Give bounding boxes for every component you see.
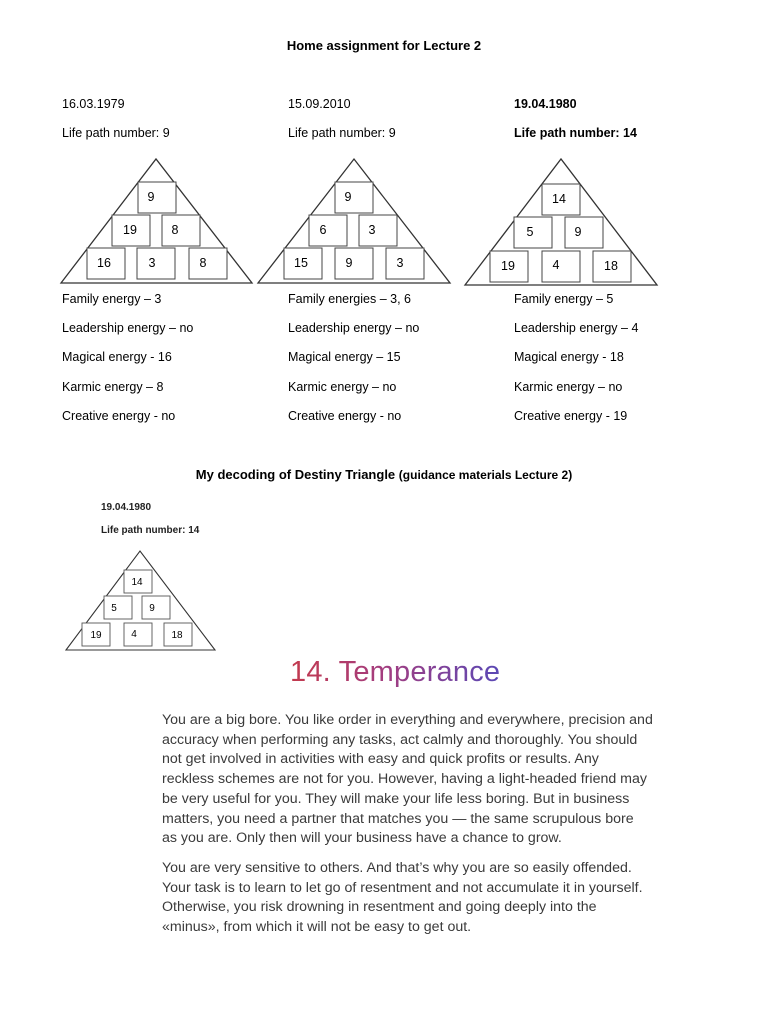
- text-line: Your task is to learn to let go of resentment and not accumulate it in yourself.: [162, 879, 643, 896]
- triangle-cell-bottom-left: 19: [501, 259, 515, 273]
- triangle-cell-bottom-center: 4: [552, 258, 560, 272]
- text-line: You are a big bore. You like order in everything and everywhere, precision and: [162, 712, 653, 728]
- card-paragraph-1: [162, 711, 662, 849]
- triangle-cell-middle-right: 3: [368, 223, 376, 237]
- birth-date: 15.09.2010: [288, 97, 351, 111]
- triangle-cell-middle-left: 19: [123, 223, 137, 237]
- triangle-cell-bottom-right: 18: [604, 259, 618, 273]
- triangle-cell-top: 9: [147, 190, 155, 204]
- energy-creative: Creative energy - 19: [514, 409, 628, 423]
- triangle-cell-middle-right: 8: [171, 223, 179, 237]
- destiny-triangle-3: [465, 159, 657, 285]
- text-line: accuracy when performing any tasks, act calmly and thoroughly. You should: [162, 731, 638, 748]
- page-title: Home assignment for Lecture 2: [286, 38, 482, 53]
- triangle-cell-middle-left: 5: [526, 225, 534, 239]
- card-title-text: 14. Temperance: [290, 656, 501, 688]
- energy-family: Family energy – 5: [514, 292, 614, 306]
- text-line: not get involved in activities with easy and quick profits or results. Any: [162, 751, 599, 768]
- triangle-cell-bottom-left: 15: [294, 256, 308, 270]
- decoding-life-path: Life path number: 14: [101, 525, 200, 536]
- birth-date: 16.03.1979: [62, 97, 125, 111]
- energy-creative: Creative energy - no: [288, 409, 402, 423]
- energy-magical: Magical energy – 15: [288, 350, 401, 364]
- triangle-cell-bottom-center: 9: [345, 256, 353, 270]
- triangle-cell-middle-right: 9: [149, 603, 155, 614]
- destiny-triangle-2: [258, 159, 450, 283]
- triangle-cell-bottom-left: 16: [97, 256, 111, 270]
- triangle-cell-middle-left: 6: [319, 223, 327, 237]
- triangle-cell-bottom-right: 3: [396, 256, 404, 270]
- triangle-cell-bottom-center: 3: [148, 256, 156, 270]
- energy-family: Family energies – 3, 6: [288, 292, 411, 306]
- text-line: Otherwise, you risk drowning in resentment and going deeply into the: [162, 899, 597, 916]
- decoding-title: My decoding of Destiny Triangle: [195, 467, 396, 482]
- triangle-cell-top: 14: [552, 192, 566, 206]
- energy-magical: Magical energy - 18: [514, 350, 624, 364]
- life-path-number: Life path number: 9: [288, 126, 396, 140]
- energy-creative: Creative energy - no: [62, 409, 176, 423]
- energy-magical: Magical energy - 16: [62, 350, 172, 364]
- card-paragraph-2: [162, 859, 662, 938]
- triangle-cell-top: 9: [344, 190, 352, 204]
- decoding-triangle: [66, 551, 215, 650]
- energy-karmic: Karmic energy – no: [288, 380, 397, 394]
- triangle-cell-bottom-right: 8: [199, 256, 207, 270]
- text-line: «minus», from which it will not be easy to get out.: [162, 919, 472, 936]
- triangle-cell-bottom-left: 19: [90, 630, 102, 641]
- decoding-subtitle: (guidance materials Lecture 2): [398, 468, 573, 482]
- energy-leadership: Leadership energy – no: [288, 321, 420, 335]
- life-path-number: Life path number: 14: [514, 126, 637, 140]
- decoding-date: 19.04.1980: [101, 502, 152, 513]
- text-line: You are very sensitive to others. And that’s why you are so easily offended.: [162, 860, 632, 876]
- triangle-cell-middle-left: 5: [111, 603, 117, 614]
- destiny-triangle-1: [61, 159, 252, 283]
- triangle-cell-bottom-right: 18: [171, 630, 183, 641]
- energy-leadership: Leadership energy – 4: [514, 321, 639, 335]
- decoding-heading: [0, 467, 768, 482]
- text-line: be very useful for you. They will make your life less boring. But in business: [162, 790, 630, 807]
- life-path-number: Life path number: 9: [62, 126, 170, 140]
- card-title: [290, 656, 500, 689]
- energy-karmic: Karmic energy – 8: [62, 380, 164, 394]
- text-line: matters, you need a partner that matches you — the same scrupulous bore: [162, 810, 634, 827]
- birth-date: 19.04.1980: [514, 97, 577, 111]
- energy-karmic: Karmic energy – no: [514, 380, 623, 394]
- triangle-cell-middle-right: 9: [574, 225, 582, 239]
- triangle-cell-top: 14: [131, 577, 143, 588]
- text-line: as you are. Only then will your business have a chance to grow.: [162, 830, 562, 847]
- triangle-cell-bottom-center: 4: [131, 629, 137, 640]
- text-line: reckless schemes are not for you. However, having a light-headed friend may: [162, 771, 647, 788]
- energy-family: Family energy – 3: [62, 292, 162, 306]
- energy-leadership: Leadership energy – no: [62, 321, 194, 335]
